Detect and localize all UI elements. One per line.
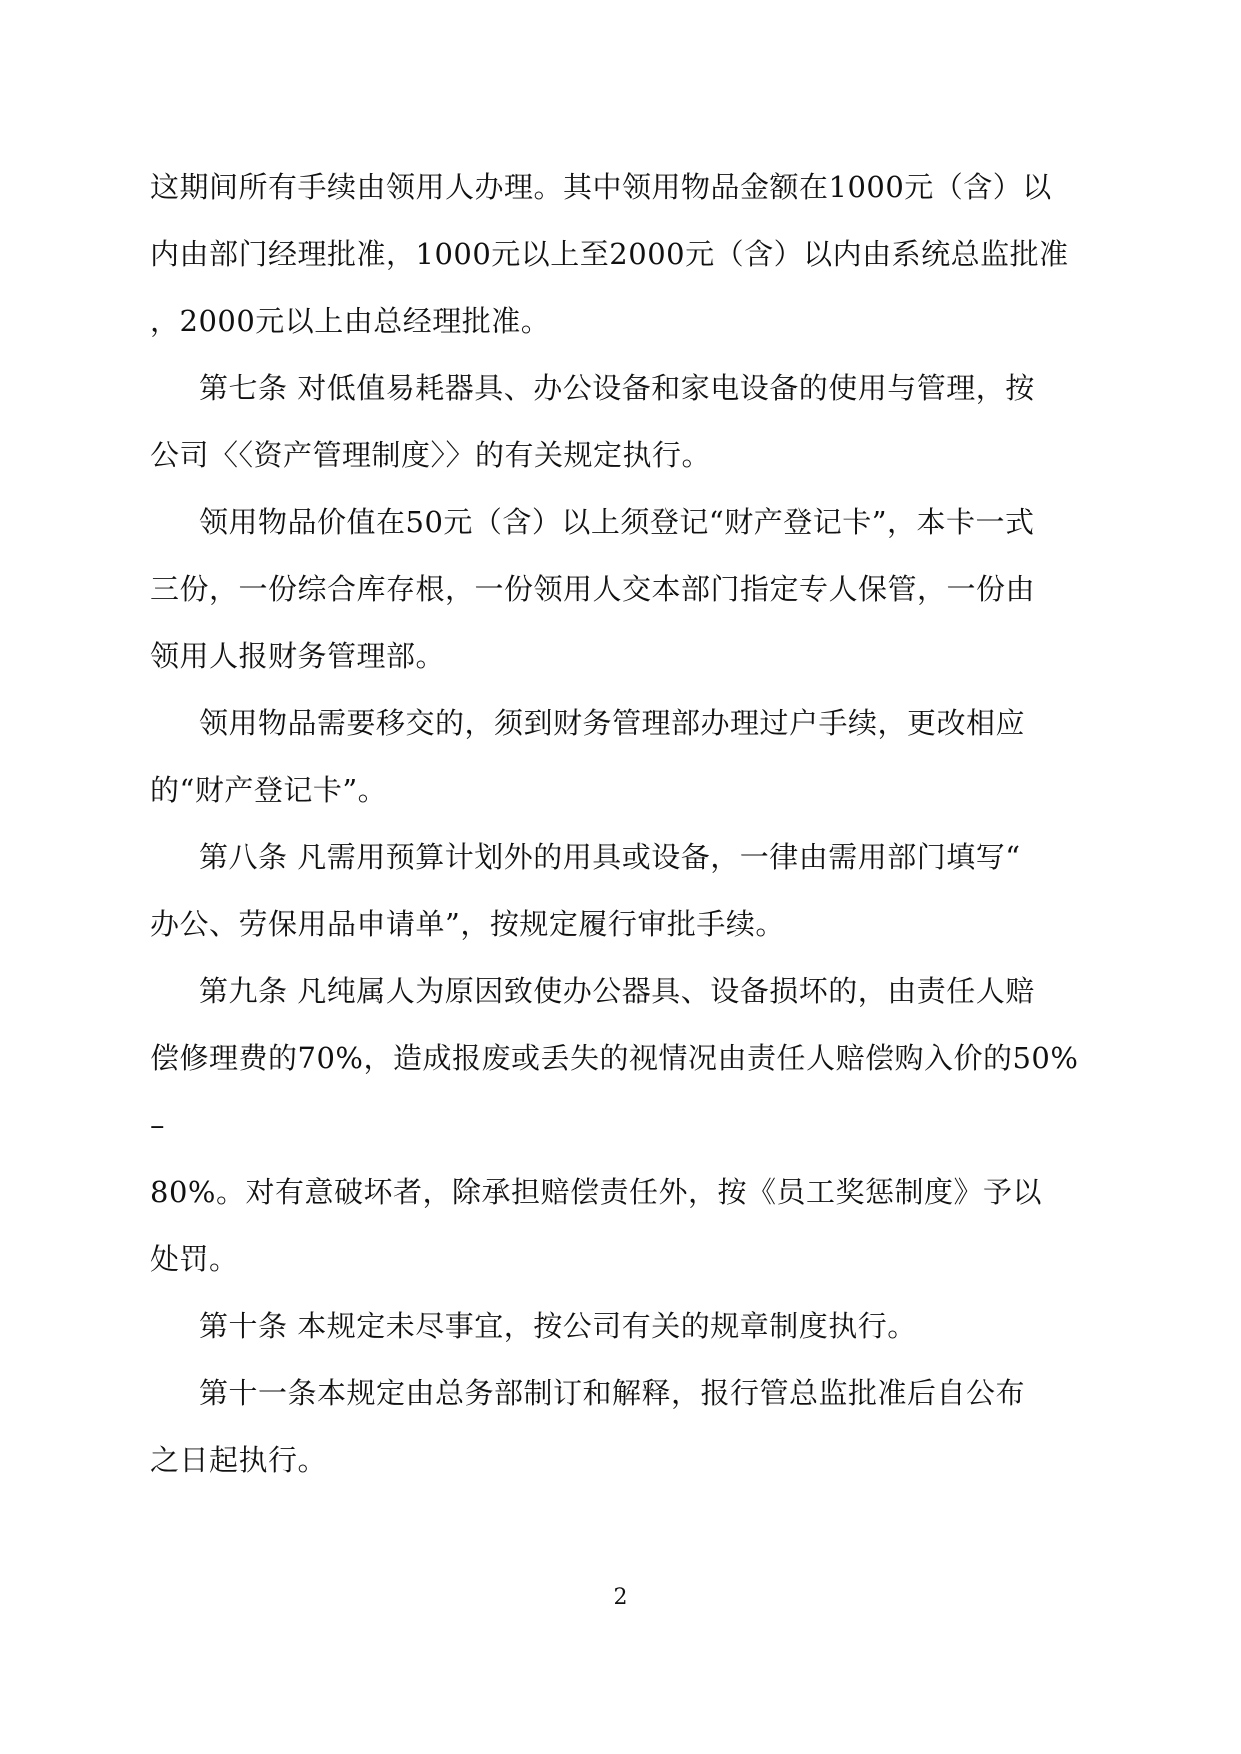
paragraph-line: 领用物品价值在50元（含）以上须登记“财产登记卡”，本卡一式 [199, 505, 1035, 539]
text-line: 三份，一份综合库存根，一份领用人交本部门指定专人保管，一份由 [150, 572, 1036, 606]
article-11-line: 第十一条本规定由总务部制订和解释，报行管总监批准后自公布 [199, 1376, 1026, 1410]
paragraph-line: 领用物品需要移交的，须到财务管理部办理过户手续，更改相应 [199, 706, 1026, 740]
text-line: 内由部门经理批准，1000元以上至2000元（含）以内由系统总监批准 [150, 237, 1069, 271]
article-7-line: 第七条 对低值易耗器具、办公设备和家电设备的使用与管理，按 [199, 371, 1035, 405]
dash-line: – [150, 1108, 165, 1142]
text-line: 公司〈〈资产管理制度〉〉的有关规定执行。 [150, 438, 712, 472]
text-line: 偿修理费的70%，造成报废或丢失的视情况由责任人赔偿购入价的50% [150, 1041, 1079, 1075]
text-line: 处罚。 [150, 1242, 239, 1276]
article-9-line: 第九条 凡纯属人为原因致使办公器具、设备损坏的，由责任人赔 [199, 974, 1035, 1008]
article-8-line: 第八条 凡需用预算计划外的用具或设备，一律由需用部门填写“ [199, 840, 1021, 874]
text-line: 之日起执行。 [150, 1443, 328, 1477]
text-line: 这期间所有手续由领用人办理。其中领用物品金额在1000元（含）以 [150, 170, 1052, 204]
text-line: 领用人报财务管理部。 [150, 639, 446, 673]
text-line: 办公、劳保用品申请单”，按规定履行审批手续。 [150, 907, 785, 941]
text-line: ，2000元以上由总经理批准。 [150, 304, 551, 338]
text-line: 80%。对有意破坏者，除承担赔偿责任外，按《员工奖惩制度》予以 [150, 1175, 1042, 1209]
text-line: 的“财产登记卡”。 [150, 773, 388, 807]
page-number: 2 [613, 1585, 628, 1610]
article-10-line: 第十条 本规定未尽事宜，按公司有关的规章制度执行。 [199, 1309, 917, 1343]
